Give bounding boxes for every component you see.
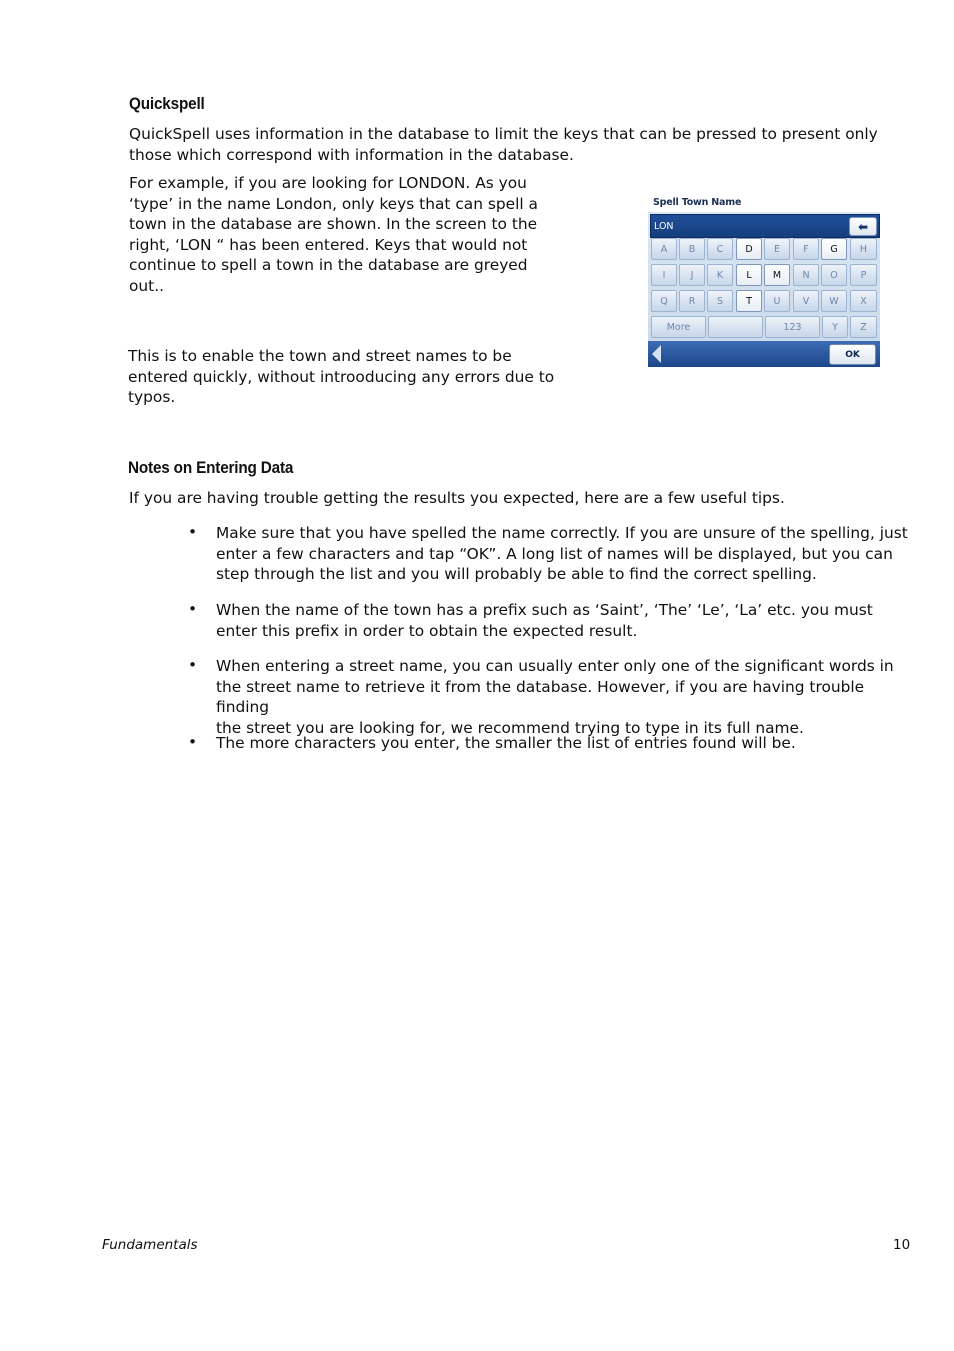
bullet-item [216,600,916,641]
key-p: P [850,264,877,286]
key-f: F [793,238,819,260]
enable-line: entered quickly, without introoducing any errors due to [128,367,555,386]
intro-line: QuickSpell uses information in the database to limit the keys that can be pressed to present only [129,125,878,143]
key-j: J [679,264,705,286]
intro-line: those which correspond with information in the database. [129,145,574,164]
key-d[interactable]: D [736,238,762,260]
notes-intro: If you are having trouble getting the results you expected, here are a few useful tips. [129,489,785,507]
example-line: right, ‘LON “ has been entered. Keys that would not [129,235,528,254]
key-r: R [679,290,705,312]
key-u: U [764,290,790,312]
key-s: S [707,290,733,312]
notes-heading: Notes on Entering Data [128,458,294,477]
keyboard [650,238,878,340]
key-k: K [707,264,733,286]
bullet-marker: • [188,733,198,751]
example-line: For example, if you are looking for LONDON. As you [129,174,527,192]
key-x: X [850,290,877,312]
bullet-marker: • [188,656,198,674]
input-value: LON [654,221,674,232]
bullet-line: the street you are looking for, we recommend trying to type in its full name. [216,718,804,737]
key-e: E [764,238,790,260]
screen-title: Spell Town Name [653,197,742,208]
bullet-line: the street name to retrieve it from the database. However, if you are having trouble finding [216,677,865,717]
bullet-item [216,656,916,738]
bullet-line: Make sure that you have spelled the name correctly. If you are unsure of the spelling, just [216,524,908,542]
footer-section-name: Fundamentals [102,1237,198,1253]
key-i: I [651,264,677,286]
key-space [708,316,763,338]
key-w: W [821,290,847,312]
key-q: Q [651,290,677,312]
key-h: H [850,238,877,260]
key-more: More [651,316,706,338]
example-line: town in the database are shown. In the screen to the [129,215,538,234]
key-y: Y [822,316,848,338]
example-line: out.. [129,276,164,295]
enable-line: typos. [128,388,176,407]
example-paragraph [129,173,569,297]
key-t[interactable]: T [736,290,762,312]
quickspell-heading: Quickspell [129,94,205,113]
back-arrow-icon[interactable] [652,345,661,363]
bullet-line: enter this prefix in order to obtain the expected result. [216,621,638,640]
quickspell-intro [129,124,909,165]
bullet-marker: • [188,523,198,541]
bullet-line: The more characters you enter, the smaller the list of entries found will be. [216,734,796,752]
enable-line: This is to enable the town and street names to be [128,347,512,365]
key-l[interactable]: L [736,264,762,286]
key-b: B [679,238,705,260]
bullet-item [216,523,916,585]
key-n: N [793,264,819,286]
bullet-marker: • [188,600,198,618]
key-c: C [707,238,733,260]
arrow-left-icon: ⬅ [857,219,869,234]
bullet-line: When entering a street name, you can usually enter only one of the significant words in [216,657,894,675]
key-numbers: 123 [765,316,820,338]
key-a: A [651,238,677,260]
backspace-button[interactable] [849,217,877,236]
bullet-item [216,733,916,754]
spell-town-screen [648,192,880,367]
example-line: ‘type’ in the name London, only keys that can spell a [129,194,538,213]
bottom-bar [648,341,880,367]
bullet-line: enter a few characters and tap “OK”. A long list of names will be displayed, but you can [216,544,893,563]
enable-paragraph [128,346,578,408]
example-line: continue to spell a town in the database are greyed [129,256,528,275]
key-v: V [793,290,819,312]
key-o: O [821,264,847,286]
ok-button[interactable]: OK [829,344,876,365]
page-number: 10 [893,1237,911,1253]
key-g[interactable]: G [821,238,847,260]
key-m[interactable]: M [764,264,790,286]
town-name-input[interactable] [650,214,880,238]
bullet-line: step through the list and you will probably be able to find the correct spelling. [216,565,817,584]
bullet-line: When the name of the town has a prefix such as ‘Saint’, ‘The’ ‘Le’, ‘La’ etc. you must [216,601,873,619]
key-z: Z [850,316,877,338]
